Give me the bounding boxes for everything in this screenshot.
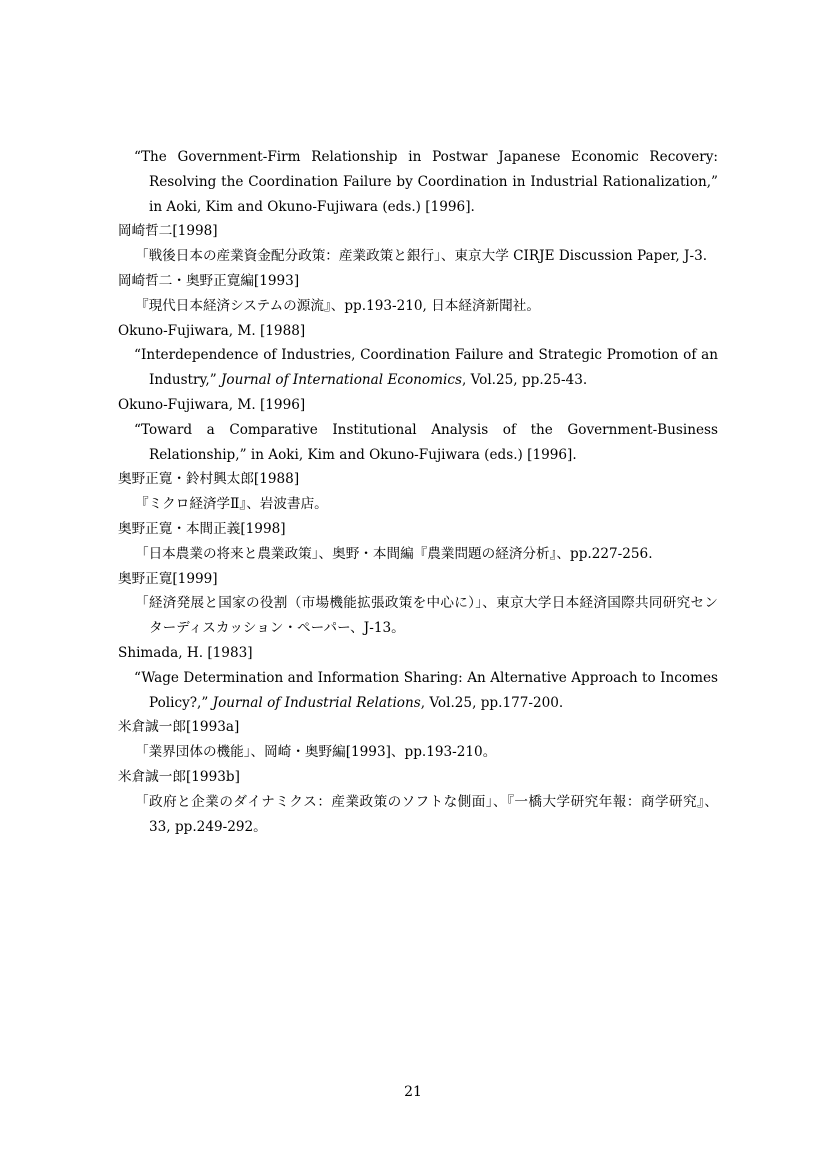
- entry-text: 『現代日本経済システムの源流』、pp.193-210, 日本経済新聞社。: [135, 297, 540, 314]
- reference-entry: [118, 244, 718, 269]
- reference-heading: 米倉誠一郎[1993a]: [118, 719, 240, 736]
- reference-heading: 米倉誠一郎[1993b]: [118, 768, 240, 785]
- reference-entry: [118, 492, 718, 517]
- reference-entry: [118, 145, 718, 219]
- reference-heading: 奥野正寛[1999]: [118, 570, 218, 587]
- entry-text: “Toward a Comparative Institutional Analysis of the Government-Business Relationship,” in Aoki, Kim and Okuno-Fujiwara (eds.) [1996].: [134, 421, 718, 463]
- reference-entry: [118, 740, 718, 765]
- reference-heading: Shimada, H. [1983]: [118, 644, 253, 661]
- reference-entry: [118, 790, 718, 840]
- reference-heading: Okuno-Fujiwara, M. [1996]: [118, 396, 306, 413]
- reference-entry: [118, 418, 718, 468]
- reference-heading: 奥野正寛・鈴村興太郎[1988]: [118, 471, 300, 488]
- reference-entry: [118, 343, 718, 393]
- entry-text: “Wage Determination and Information Sharing: An Alternative Approach to Incomes Policy?,”: [134, 669, 718, 711]
- reference-list: [118, 145, 718, 839]
- journal-title: Journal of Industrial Relations: [212, 694, 421, 711]
- entry-text: , Vol.25, pp.25-43.: [461, 372, 588, 389]
- reference-heading: 奥野正寛・本間正義[1998]: [118, 520, 286, 537]
- reference-heading: 岡崎哲二[1998]: [118, 223, 218, 240]
- entry-text: “Interdependence of Industries, Coordination Failure and Strategic Promotion of an Industry,”: [134, 347, 718, 389]
- reference-heading: 岡崎哲二・奥野正寛編[1993]: [118, 272, 300, 289]
- reference-entry: [118, 591, 718, 641]
- entry-text: “The Government-Firm Relationship in Postwar Japanese Economic Recovery: Resolving the Coordination Failure by Coordination in Industrial Rationalization,” in Aoki, Kim and Okuno-Fujiwara (eds.) [1996].: [134, 149, 718, 215]
- reference-heading: Okuno-Fujiwara, M. [1988]: [118, 322, 306, 339]
- reference-entry: [118, 294, 718, 319]
- reference-entry: [118, 542, 718, 567]
- reference-entry: [118, 666, 718, 716]
- entry-text: 「日本農業の将来と農業政策」、奥野・本間編『農業問題の経済分析』、pp.227-256.: [135, 545, 653, 562]
- entry-text: 『ミクロ経済学Ⅱ』、岩波書店。: [135, 496, 328, 513]
- entry-text: , Vol.25, pp.177-200.: [420, 694, 564, 711]
- entry-text: 「戦後日本の産業資金配分政策：産業政策と銀行」、東京大学 CIRJE Discussion Paper, J-3.: [135, 248, 708, 265]
- page-number: 21: [404, 1084, 422, 1100]
- journal-title: Journal of International Economics: [220, 372, 462, 389]
- entry-text: 「政府と企業のダイナミクス：産業政策のソフトな側面」、『一橋大学研究年報：商学研究』、33, pp.249-292。: [135, 793, 718, 835]
- entry-text: 「業界団体の機能」、岡崎・奥野編[1993]、pp.193-210。: [135, 744, 497, 761]
- entry-text: 「経済発展と国家の役割（市場機能拡張政策を中心に）」、東京大学日本経済国際共同研究センターディスカッション・ペーパー、J-13。: [135, 595, 718, 637]
